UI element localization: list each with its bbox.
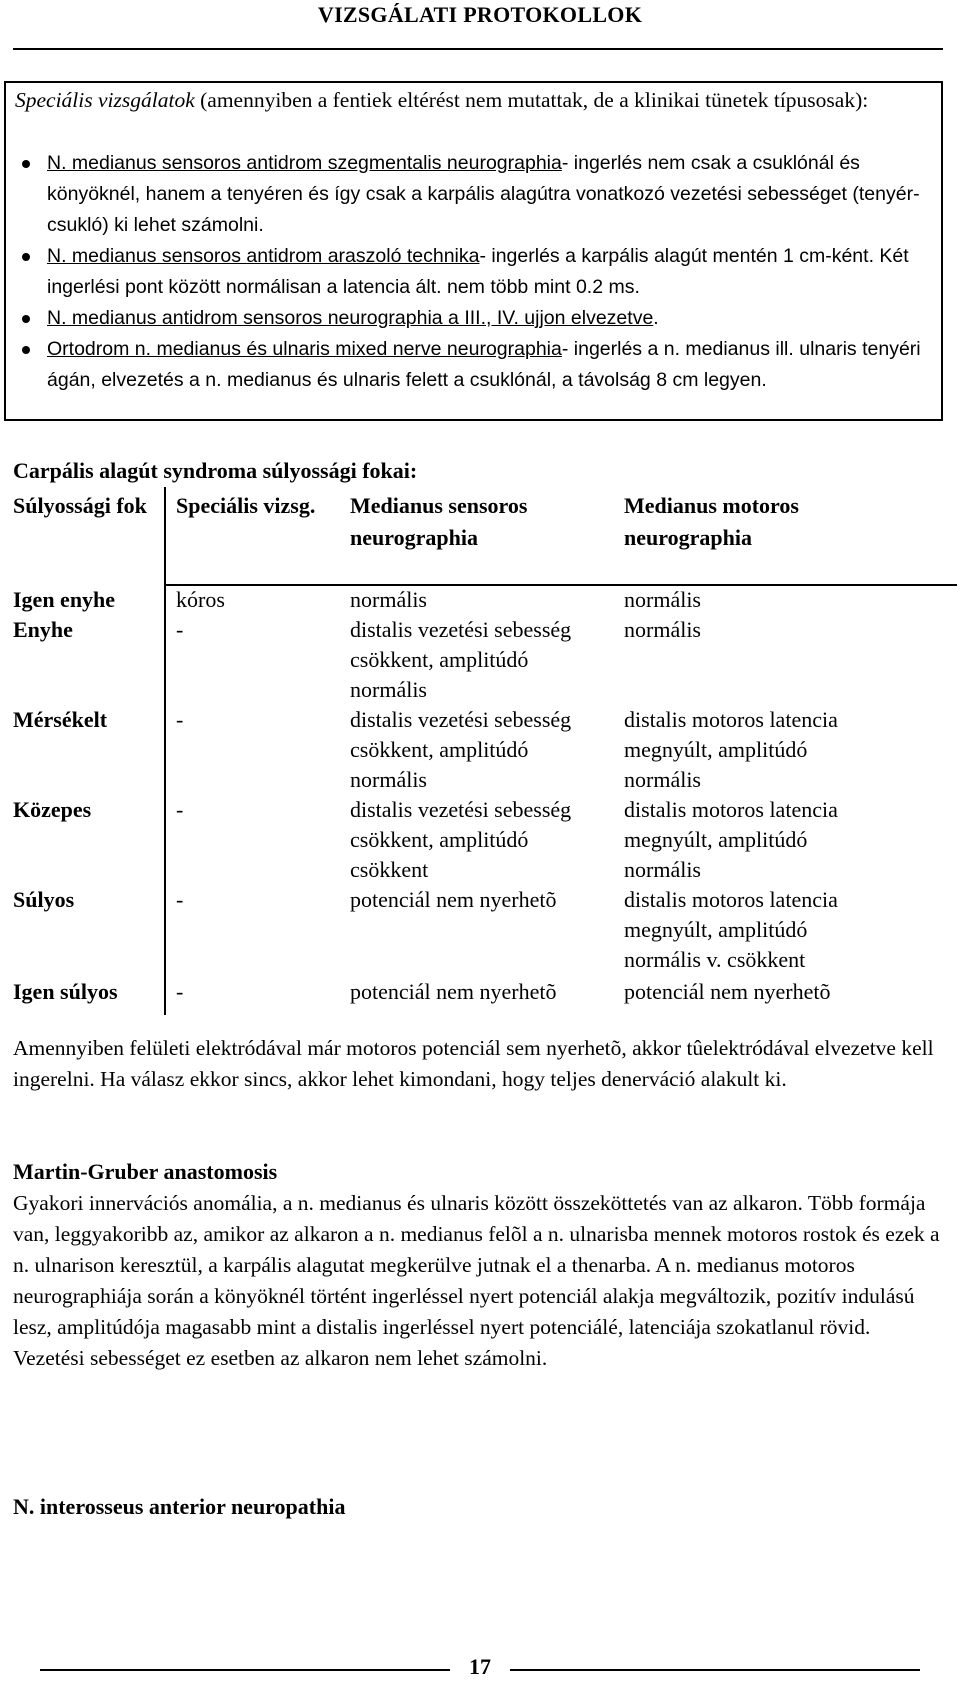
row-grade: Enyhe (13, 617, 73, 642)
test-description: - ingerlés nem csak a csuklónál és könyöknél, hanem a tenyéren és így csak a karpális alagútra vonatkozó vezetési sebességet (tenyér-csukló) ki lehet számolni. (47, 152, 920, 236)
row-grade: Igen súlyos (13, 979, 118, 1004)
test-description: - ingerlés a n. medianus ill. ulnaris tenyéri ágán, elvezetés a n. medianus és ulnaris felett a csuklónál, a távolság 8 cm legyen. (47, 338, 921, 391)
row-motor: potenciál nem nyerhetõ (624, 979, 831, 1004)
intro-text: (amennyiben a fentiek eltérést nem mutattak, de a klinikai tünetek típusosak): (194, 88, 869, 112)
severity-title-suffix: : (409, 458, 418, 483)
bullet-icon (22, 346, 30, 354)
page-header-title: VIZSGÁLATI PROTOKOLLOK (317, 2, 643, 27)
footer-rule-left (40, 1669, 450, 1671)
special-tests-box (4, 81, 943, 421)
test-name: N. medianus sensoros antidrom szegmentalis neurographia (47, 152, 562, 174)
bullet-icon (22, 315, 30, 323)
row-sensory: distalis vezetési sebesség csökkent, amplitúdó normális (350, 617, 572, 702)
list-item (6, 334, 931, 396)
severity-title-text: Carpális alagút syndroma súlyossági fokai (13, 458, 410, 483)
intro-italic-word-2: vizsgálatok (92, 88, 195, 112)
intro-italic-word: Speciális (15, 88, 93, 112)
test-name: N. medianus antidrom sensoros neurographia a III., IV. ujjon elvezetve (47, 307, 654, 329)
row-special: - (176, 979, 184, 1004)
row-grade: Közepes (13, 797, 92, 822)
row-grade: Súlyos (13, 887, 75, 912)
test-description: - ingerlés a karpális alagút mentén 1 cm-ként. Két ingerlési pont között normálisan a latencia ált. nem több mint 0.2 ms. (47, 245, 909, 298)
test-name: Ortodrom n. medianus és ulnaris mixed nerve neurographia (47, 338, 562, 360)
list-item (6, 241, 931, 303)
table-header-special: Speciális vizsg. (176, 493, 316, 518)
row-motor: distalis motoros latencia megnyúlt, amplitúdó normális v. csökkent (624, 887, 838, 972)
row-special: - (176, 707, 184, 732)
row-grade: Igen enyhe (13, 587, 116, 612)
test-name: N. medianus sensoros antidrom araszoló technika (47, 245, 480, 267)
list-item (6, 303, 931, 334)
interosseus-title: N. interosseus anterior neuropathia (13, 1494, 346, 1519)
row-special: - (176, 617, 184, 642)
martin-gruber-text: Gyakori innervációs anomália, a n. medianus és ulnaris között összeköttetés van az alkaron. Több formája van, leggyakoribb az, amikor az alkaron a n. medianus felõl a n. ulnarisba mennek motoros rostok és ezek a n. ulnarison keresztül, a karpális alagutat megkerülve jutnak el a thenarba. A n. medianus motoros neurographiája során a könyöknél történt ingerléssel nyert potenciál alakja megváltozik, pozitív indulású lesz, amplitúdója magasabb mint a distalis ingerléssel nyert potenciálé, latenciája szokatlanul rövid. Vezetési sebességet ez esetben az alkaron nem lehet számolni. (13, 1191, 940, 1370)
bullet-icon (22, 253, 30, 261)
martin-gruber-title: Martin-Gruber anastomosis (13, 1159, 278, 1184)
row-motor: distalis motoros latencia megnyúlt, amplitúdó normális (624, 707, 838, 792)
bullet-icon (22, 160, 30, 168)
row-sensory: potenciál nem nyerhetõ (350, 887, 557, 912)
row-motor: normális (624, 617, 701, 642)
special-tests-intro (15, 85, 935, 116)
list-item (6, 148, 931, 241)
denervation-paragraph: Amennyiben felületi elektródával már motoros potenciál sem nyerhetõ, akkor tûelektródával elvezetve kell ingerelni. Ha válasz ekkor sincs, akkor lehet kimondani, hogy teljes denerváció alakult ki. (13, 1036, 934, 1091)
row-motor: distalis motoros latencia megnyúlt, amplitúdó normális (624, 797, 838, 882)
table-header-sensory: Medianus sensoros neurographia (350, 493, 528, 550)
test-description: . (653, 307, 659, 329)
severity-section-title (13, 458, 417, 484)
page-number: 17 (469, 1654, 491, 1679)
table-vertical-rule (164, 487, 166, 1015)
row-special: kóros (176, 587, 225, 612)
row-sensory: distalis vezetési sebesség csökkent, amplitúdó normális (350, 707, 572, 792)
table-header-motor: Medianus motoros neurographia (624, 493, 799, 550)
header-rule (13, 48, 943, 50)
row-sensory: distalis vezetési sebesség csökkent, amplitúdó csökkent (350, 797, 572, 882)
row-special: - (176, 797, 184, 822)
table-header-grade: Súlyossági fok (13, 493, 147, 518)
row-sensory: normális (350, 587, 427, 612)
row-grade: Mérsékelt (13, 707, 108, 732)
row-motor: normális (624, 587, 701, 612)
special-tests-list (6, 148, 941, 396)
row-special: - (176, 887, 184, 912)
footer-rule-right (510, 1669, 920, 1671)
row-sensory: potenciál nem nyerhetõ (350, 979, 557, 1004)
